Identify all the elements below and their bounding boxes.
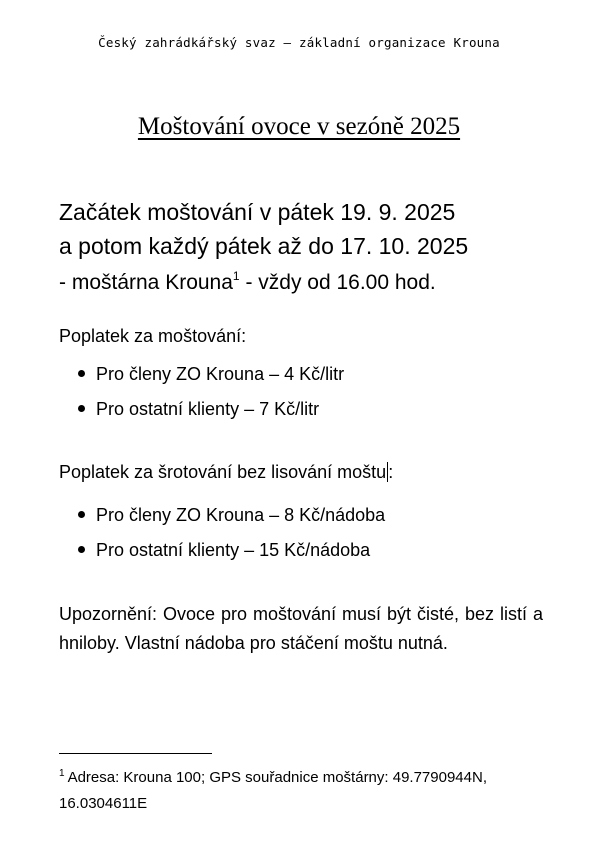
footnote bbox=[59, 765, 539, 817]
crushing-fee-heading bbox=[59, 462, 393, 483]
bullet-icon bbox=[78, 370, 85, 377]
footnote-mark: 1 bbox=[59, 768, 65, 779]
list-item bbox=[78, 364, 344, 385]
bullet-icon bbox=[78, 546, 85, 553]
text-cursor bbox=[387, 462, 388, 482]
organization-header: Český zahrádkářský svaz – základní organizace Krouna bbox=[98, 35, 500, 50]
list-item-text: Pro ostatní klienty – 15 Kč/nádoba bbox=[96, 540, 371, 560]
list-item bbox=[78, 505, 385, 526]
schedule-line-start: Začátek moštování v pátek 19. 9. 2025 bbox=[59, 199, 456, 225]
list-item-text: Pro členy ZO Krouna – 4 Kč/litr bbox=[96, 364, 345, 384]
list-item-text: Pro ostatní klienty – 7 Kč/litr bbox=[96, 399, 320, 419]
bullet-icon bbox=[78, 405, 85, 412]
location-text: - moštárna Krouna bbox=[59, 271, 233, 294]
time-text: - vždy od 16.00 hod. bbox=[239, 271, 436, 294]
footnote-text: Adresa: Krouna 100; GPS souřadnice moštárny: 49.7790944N, 16.0304611E bbox=[59, 769, 487, 812]
crushing-fee-heading-colon: : bbox=[388, 462, 394, 482]
schedule-line-location bbox=[59, 271, 436, 295]
footnote-reference: 1 bbox=[232, 269, 240, 283]
footnote-separator bbox=[59, 753, 212, 754]
notice-paragraph: Upozornění: Ovoce pro moštování musí být čisté, bez listí a hniloby. Vlastní nádoba pro stáčení moštu nutná. bbox=[59, 604, 543, 653]
list-item bbox=[78, 399, 319, 420]
list-item bbox=[78, 540, 370, 561]
schedule-line-fridays: a potom každý pátek až do 17. 10. 2025 bbox=[59, 233, 469, 259]
list-item-text: Pro členy ZO Krouna – 8 Kč/nádoba bbox=[96, 505, 386, 525]
crushing-fee-heading-text: Poplatek za šrotování bez lisování moštu bbox=[59, 462, 387, 482]
pressing-fee-heading: Poplatek za moštování: bbox=[59, 326, 247, 346]
bullet-icon bbox=[78, 511, 85, 518]
page-title: Moštování ovoce v sezóně 2025 bbox=[137, 113, 461, 140]
